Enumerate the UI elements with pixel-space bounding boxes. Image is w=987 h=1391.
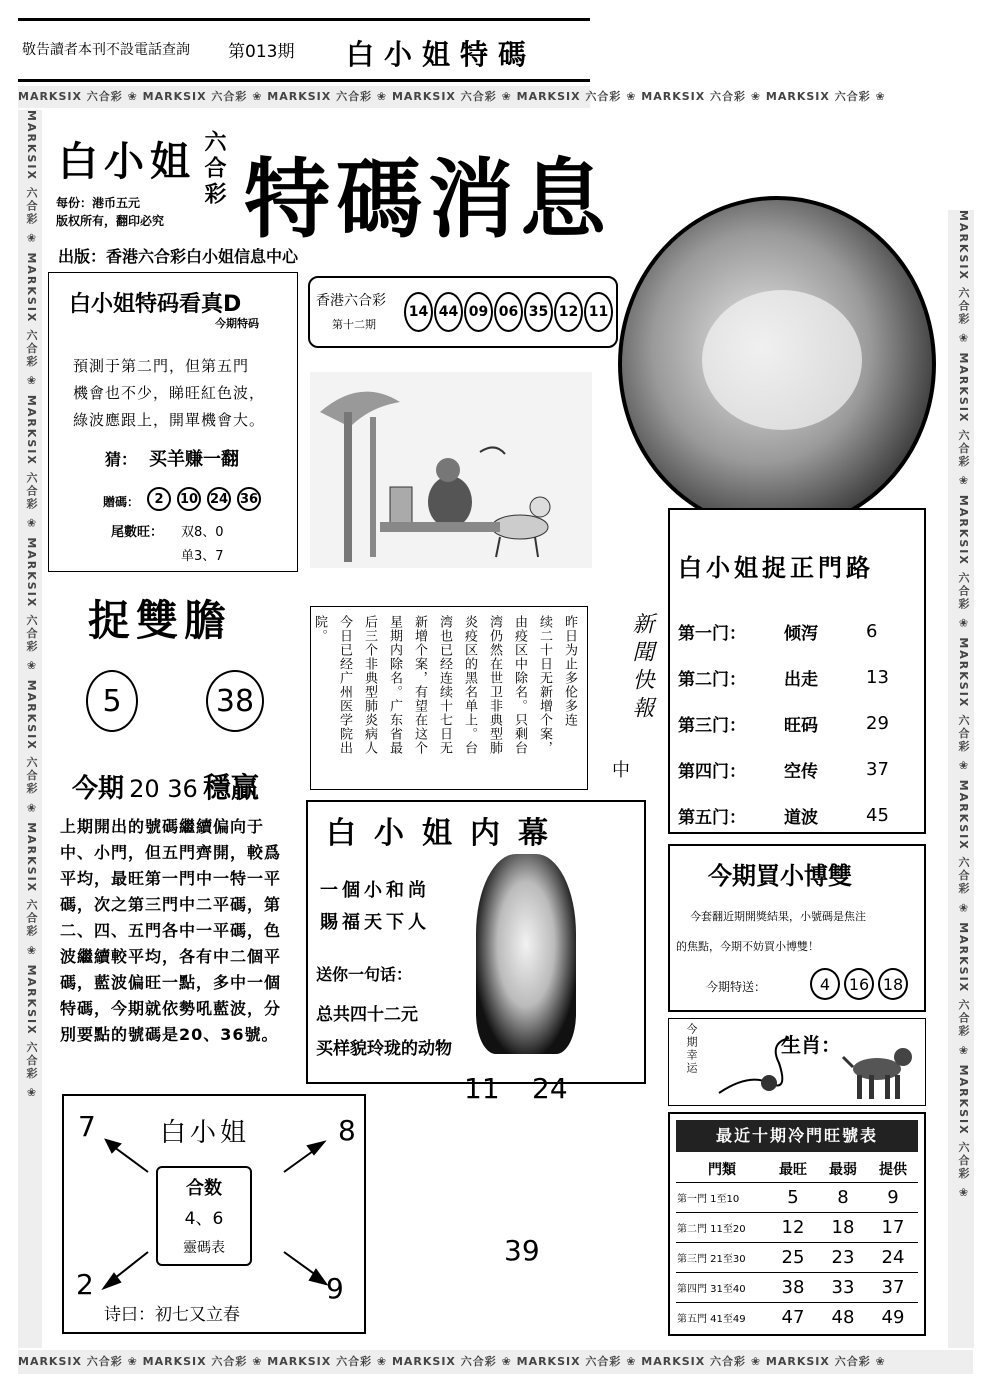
news-heading: 新聞快報 xyxy=(629,612,654,724)
compass-poem: 诗曰：初七又立春 xyxy=(104,1305,240,1325)
gift-ball: 2 xyxy=(147,487,171,511)
table-row: 第四門 31至40 38 33 37 xyxy=(676,1272,918,1302)
stats-table-box xyxy=(668,1112,926,1336)
model-photo xyxy=(618,196,936,532)
guess-label: 猜： xyxy=(105,450,138,469)
buy-ball: 4 xyxy=(810,968,840,1000)
draw-period: 第十二期 xyxy=(332,318,376,331)
pair-ball-1: 5 xyxy=(86,670,138,732)
compass-corner-8: 8 xyxy=(338,1114,356,1147)
masthead xyxy=(48,112,612,272)
compass-corner-2: 2 xyxy=(76,1268,94,1301)
price-text: 每份：港币五元 xyxy=(56,196,141,210)
draw-ball: 12 xyxy=(554,292,583,332)
tail-label: 尾數旺： xyxy=(111,525,164,540)
rights-text: 版权所有，翻印必究 xyxy=(56,214,165,228)
inside-num-2: 24 xyxy=(532,1072,568,1105)
buy-text-1: 今套翻近期開獎結果，小號碼是焦注 xyxy=(690,910,866,923)
notice-text: 敬告讀者本刊不設電話查詢 xyxy=(22,42,190,58)
gift-numbers xyxy=(147,487,261,511)
gift-label: 贈碼： xyxy=(103,495,140,509)
tail-single: 单3、7 xyxy=(181,549,224,564)
draw-ball: 44 xyxy=(434,292,463,332)
door-row: 第三门： 旺码 29 xyxy=(678,712,889,736)
news-heading-note: 中 xyxy=(609,760,630,778)
draw-ball: 09 xyxy=(464,292,493,332)
zodiac-label: 生肖： xyxy=(781,1033,841,1057)
publisher-text: 出版：香港六合彩白小姐信息中心 xyxy=(58,247,299,266)
lottery-name: 六合彩 xyxy=(201,130,226,208)
inside-num-3: 39 xyxy=(504,1234,540,1267)
stable-section xyxy=(54,760,298,1080)
top-strip: MARKSIX 六合彩 ❀ MARKSIX 六合彩 ❀ MARKSIX 六合彩 ❀ MARKSIX 六合彩 ❀ MARKSIX 六合彩 ❀ MARKSIX 六合彩 ❀ MARKSIX 六合彩 ❀ xyxy=(18,86,590,108)
tail-double: 双8、0 xyxy=(181,525,224,540)
buy-ball: 16 xyxy=(844,968,874,1000)
inside-num-1: 11 xyxy=(464,1072,500,1105)
left-strip: MARKSIX 六合彩 ❀ MARKSIX 六合彩 ❀ MARKSIX 六合彩 ❀ MARKSIX 六合彩 ❀ MARKSIX 六合彩 ❀ MARKSIX 六合彩 ❀ MARKSIX 六合彩 ❀ xyxy=(18,110,42,1348)
draw-ball: 14 xyxy=(404,292,433,332)
pair-ball-2: 38 xyxy=(206,670,264,732)
bottom-strip: MARKSIX 六合彩 ❀ MARKSIX 六合彩 ❀ MARKSIX 六合彩 ❀ MARKSIX 六合彩 ❀ MARKSIX 六合彩 ❀ MARKSIX 六合彩 ❀ MARKSIX 六合彩 ❀ xyxy=(18,1350,973,1374)
stats-header-row: 門類 最旺 最弱 提供 xyxy=(708,1161,907,1178)
gift-ball: 10 xyxy=(177,487,201,511)
door-row: 第二门： 出走 13 xyxy=(678,666,889,690)
draw-result-box xyxy=(308,276,618,348)
compass-center-label: 合数 xyxy=(186,1178,222,1199)
stats-table xyxy=(676,1156,918,1332)
inside-line2: 賜福天下人 xyxy=(320,912,430,933)
compass-corner-7: 7 xyxy=(78,1110,96,1143)
compass-corner-9: 9 xyxy=(326,1272,344,1305)
door-row: 第五门： 道波 45 xyxy=(678,804,889,828)
tema-subtitle: 今期特码 xyxy=(215,317,259,330)
inside-line5: 买样貌玲珑的动物 xyxy=(316,1039,452,1059)
draw-balls xyxy=(404,292,613,332)
buy-send-label: 今期特送： xyxy=(706,980,767,994)
doors-title: 白小姐捉正門路 xyxy=(678,553,874,582)
inside-box xyxy=(306,800,646,1084)
stable-title: 今期 20 36 穩贏 xyxy=(72,771,259,804)
table-row: 第一門 1至10 5 8 9 xyxy=(676,1182,918,1212)
guess-text: 买羊赚一翻 xyxy=(149,449,239,470)
issue-number: 第013期 xyxy=(228,42,295,62)
compass-center-value: 4、6 xyxy=(184,1209,224,1229)
tema-text: 預測于第二門，但第五門 機會也不少，睇旺紅色波， 綠波應跟上，開單機會大。 xyxy=(73,357,266,429)
inside-line1: 一個小和尚 xyxy=(320,880,430,901)
news-columns: 昨日为止多伦多连 续二十日无新增个案， 由疫区中除名。只剩台 湾仍然在世卫非典型肺 炎疫区的黑名单上。台 湾也已经连续十七日无 新增个案，有望在这个 星期内除名。广东省最 后三个非典型肺炎病人 今日已经广州医学院出 院。 xyxy=(312,615,577,755)
buy-numbers xyxy=(810,968,908,1000)
right-strip: MARKSIX 六合彩 ❀ MARKSIX 六合彩 ❀ MARKSIX 六合彩 ❀ MARKSIX 六合彩 ❀ MARKSIX 六合彩 ❀ MARKSIX 六合彩 ❀ MARKSIX 六合彩 ❀ xyxy=(948,210,974,1348)
pair-title: 捉雙膽 xyxy=(88,596,233,645)
door-row: 第一门： 倾泻 6 xyxy=(678,620,878,644)
doors-list xyxy=(678,608,918,838)
buy-title: 今期買小博雙 xyxy=(708,862,852,890)
inside-line4: 总共四十二元 xyxy=(316,1005,418,1025)
zodiac-box xyxy=(668,1018,926,1106)
draw-ball: 11 xyxy=(584,292,613,332)
photo-highlight xyxy=(702,290,862,430)
compass-center-sub: 靈碼表 xyxy=(183,1240,225,1256)
draw-ball: 35 xyxy=(524,292,553,332)
compass-box xyxy=(62,1094,366,1334)
inside-title: 白小姐内幕 xyxy=(326,816,566,851)
news-box xyxy=(310,606,588,790)
brand-name: 白小姐 xyxy=(58,138,196,185)
pair-section xyxy=(48,578,298,748)
tema-title: 白小姐特码看真D xyxy=(69,292,242,317)
inside-portrait xyxy=(476,854,576,1054)
header-bar xyxy=(18,18,590,82)
dog-icon xyxy=(839,1039,919,1103)
buy-box xyxy=(668,844,926,1012)
lucky-charm-icon xyxy=(709,1033,799,1103)
table-row: 第二門 11至20 12 18 17 xyxy=(676,1212,918,1242)
doors-box xyxy=(668,508,926,834)
compass-title: 白小姐 xyxy=(160,1118,251,1148)
illustration-svg xyxy=(310,372,592,568)
gift-ball: 24 xyxy=(207,487,231,511)
stats-table-title: 最近十期冷門旺號表 xyxy=(676,1120,918,1152)
stable-body: 上期開出的號碼繼續偏向于中、小門，但五門齊開，較爲平均，最旺第一門中一特一平碼，次之第三門中二平碼，第二、四、五門各中一平碼，色波繼續較平均，各有中二個平碼，藍波偏旺一點，多中一個特碼，今期就依勢吼藍波，分別要點的號碼是20、36號。 xyxy=(60,817,282,1044)
draw-ball: 06 xyxy=(494,292,523,332)
compass-center xyxy=(156,1166,252,1266)
door-row: 第四门： 空传 37 xyxy=(678,758,889,782)
inside-line3: 送你一句话： xyxy=(316,965,413,984)
buy-text-2: 的焦點，今期不妨買小博雙！ xyxy=(676,940,819,953)
table-row: 第三門 21至30 25 23 24 xyxy=(676,1242,918,1272)
header-title: 白小姐特碼 xyxy=(346,38,537,71)
zodiac-side: 今期幸运 xyxy=(685,1023,698,1075)
table-row: 第五門 41至49 47 48 49 xyxy=(676,1302,918,1332)
buy-ball: 18 xyxy=(878,968,908,1000)
draw-label: 香港六合彩 xyxy=(316,293,386,309)
illustration-monk-dog xyxy=(310,372,592,568)
big-title: 特碼消息 xyxy=(244,149,612,250)
tema-box xyxy=(48,272,298,572)
gift-ball: 36 xyxy=(237,487,261,511)
